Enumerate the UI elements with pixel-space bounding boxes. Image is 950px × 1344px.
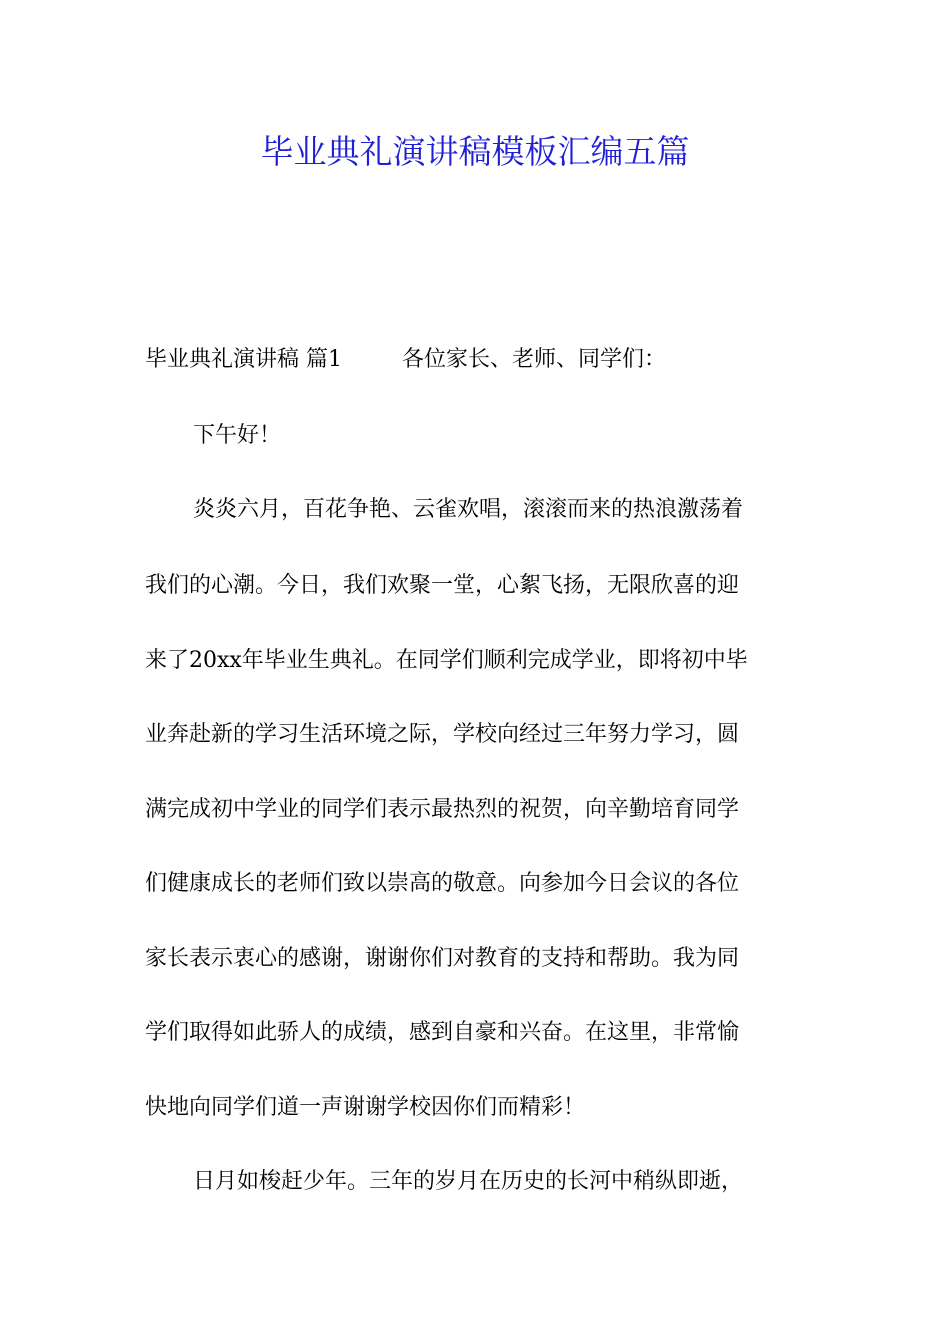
section-heading-line	[145, 340, 825, 380]
document-title: 毕业典礼演讲稿模板汇编五篇	[260, 132, 690, 171]
paragraph-line: 来了20xx年毕业生典礼。在同学们顺利完成学业，即将初中毕	[145, 648, 748, 673]
paragraph-line: 学们取得如此骄人的成绩，感到自豪和兴奋。在这里，非常愉	[145, 1020, 740, 1045]
paragraph-line: 业奔赴新的学习生活环境之际，学校向经过三年努力学习，圆	[145, 722, 740, 747]
paragraph-line: 快地向同学们道一声谢谢学校因你们而精彩！	[145, 1095, 586, 1120]
salutation: 各位家长、老师、同学们：	[402, 347, 667, 372]
paragraph-line: 我们的心潮。今日，我们欢聚一堂，心絮飞扬，无限欣喜的迎	[145, 573, 740, 598]
paragraph-line: 日月如梭赶少年。三年的岁月在历史的长河中稍纵即逝，	[193, 1169, 744, 1194]
section-heading: 毕业典礼演讲稿 篇1	[145, 347, 342, 372]
paragraph-line: 炎炎六月，百花争艳、云雀欢唱，滚滚而来的热浪激荡着	[193, 497, 744, 522]
paragraph-line: 们健康成长的老师们致以崇高的敬意。向参加今日会议的各位	[145, 871, 740, 896]
paragraph-line: 家长表示衷心的感谢，谢谢你们对教育的支持和帮助。我为同	[145, 946, 740, 971]
paragraph-line: 满完成初中学业的同学们表示最热烈的祝贺，向辛勤培育同学	[145, 797, 740, 822]
greeting: 下午好！	[193, 423, 282, 448]
